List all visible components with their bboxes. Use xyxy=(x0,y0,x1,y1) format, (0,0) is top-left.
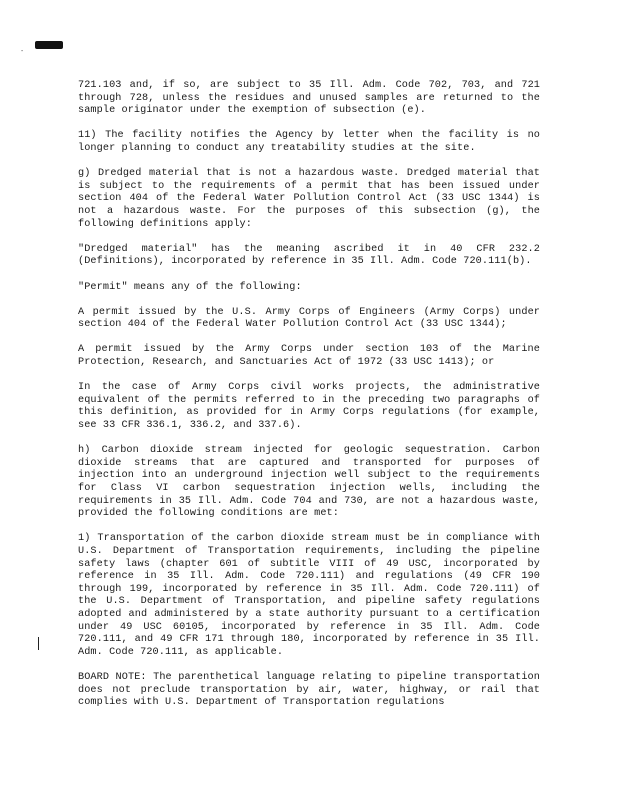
margin-mark: - xyxy=(20,47,25,55)
revision-change-bar xyxy=(38,637,39,650)
paragraph-continuation: 721.103 and, if so, are subject to 35 Ill. Adm. Code 702, 703, and 721 through 728, unless the residues and unused samples are returned to the sample originator under the exemption of subsection (e). xyxy=(78,80,540,117)
paragraph-permit-section-404: A permit issued by the U.S. Army Corps of Engineers (Army Corps) under section 404 of the Federal Water Pollution Control Act (33 USC 1344); xyxy=(78,306,540,331)
paragraph-item-1: 1) Transportation of the carbon dioxide stream must be in compliance with U.S. Department of Transportation requirements, including the pipeline safety laws (chapter 601 of subtitle VIII of 49 USC, incorporated by reference in 35 Ill. Adm. Code 720.111) and regulations (49 CFR 190 through 199, incorporated by reference in 35 Ill. Adm. Code 720.111) of the U.S. Department of Transportation, and pipeline safety regulations adopted and administered by a state authority pursuant to a certification under 49 USC 60105, incorporated by reference in 35 Ill. Adm. Code 720.111, and 49 CFR 171 through 180, incorporated by reference in 35 Ill. Adm. Code 720.111, as applicable. xyxy=(78,533,540,658)
paragraph-item-11: 11) The facility notifies the Agency by letter when the facility is no longer planning to conduct any treatability studies at the site. xyxy=(78,130,540,154)
document-body xyxy=(78,80,540,710)
paragraph-board-note: BOARD NOTE: The parenthetical language relating to pipeline transportation does not preclude transportation by air, water, highway, or rail that complies with U.S. Department of Transportation regulations xyxy=(78,671,540,709)
paragraph-civil-works: In the case of Army Corps civil works projects, the administrative equivalent of the permits referred to in the preceding two paragraphs of this definition, as provided for in Army Corps regulations (for example, see 33 CFR 336.1, 336.2, and 337.6). xyxy=(78,382,540,432)
paragraph-permit-section-103: A permit issued by the Army Corps under section 103 of the Marine Protection, Research, and Sanctuaries Act of 1972 (33 USC 1413); or xyxy=(78,344,540,369)
paragraph-definition-permit: "Permit" means any of the following: xyxy=(78,281,302,293)
paragraph-subsection-h: h) Carbon dioxide stream injected for geologic sequestration. Carbon dioxide streams that are captured and transported for purposes of injection into an underground injection well subject to the requirements for Class VI carbon sequestration injection wells, including the requirements in 35 Ill. Adm. Code 704 and 730, are not a hazardous waste, provided the following conditions are met: xyxy=(78,445,540,520)
paragraph-subsection-g: g) Dredged material that is not a hazardous waste. Dredged material that is subject to the requirements of a permit that has been issued under section 404 of the Federal Water Pollution Control Act (33 USC 1344) is not a hazardous waste. For the purposes of this subsection (g), the following definitions apply: xyxy=(78,168,540,230)
redacted-header-block xyxy=(35,41,63,49)
paragraph-definition-dredged-material: "Dredged material" has the meaning ascribed it in 40 CFR 232.2 (Definitions), incorporated by reference in 35 Ill. Adm. Code 720.111(b). xyxy=(78,243,540,268)
